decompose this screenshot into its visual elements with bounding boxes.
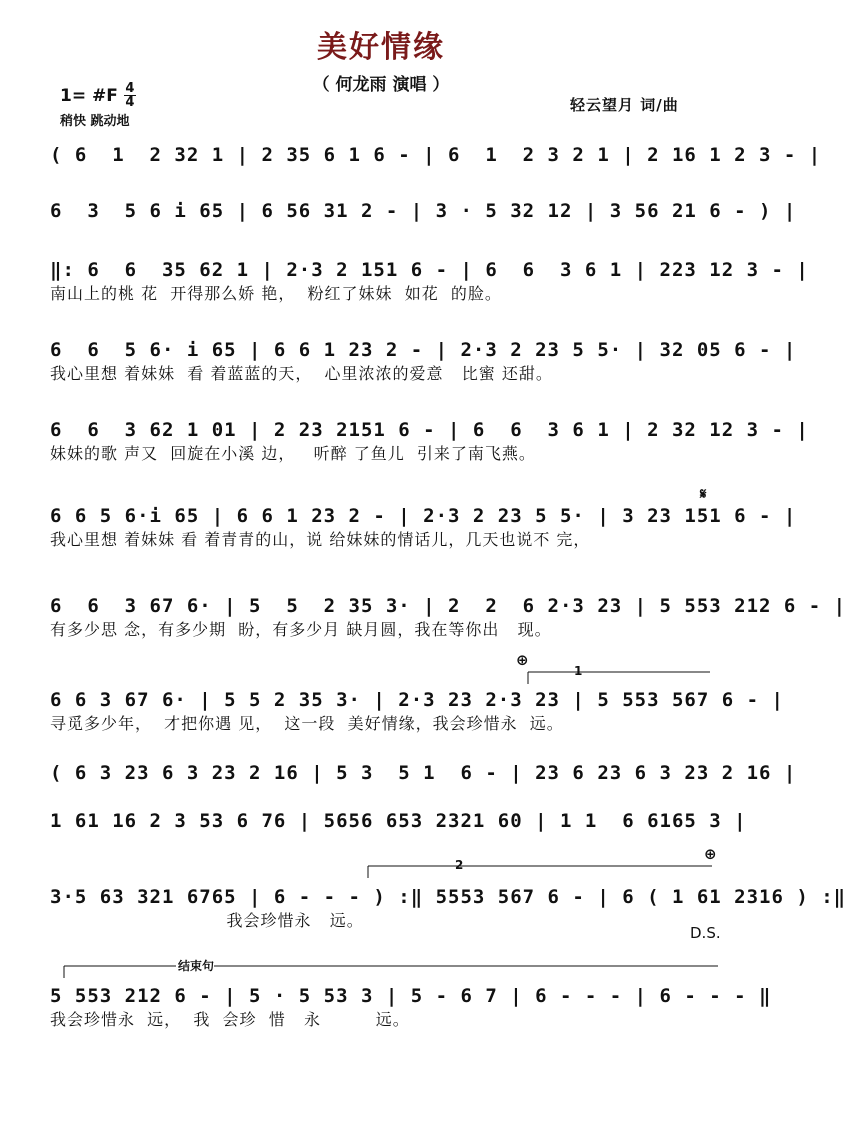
score-line-5 (50, 419, 809, 464)
notes: ‖: 6 6 35 62 1 | 2·3 2 151 6 - | 6 6 3 6 1 | 223 12 3 - | (50, 259, 809, 281)
notes: 5 553 212 6 - | 5 · 5 53 3 | 5 - 6 7 | 6 - - - | 6 - - - ‖ (50, 985, 772, 1007)
score-line-4 (50, 339, 797, 384)
score-line-3 (50, 259, 809, 304)
notes: 6 6 3 62 1 01 | 2 23 2151 6 - | 6 6 3 6 1 | 2 32 12 3 - | (50, 419, 809, 441)
time-signature (124, 82, 136, 109)
score-line-8 (50, 689, 784, 734)
score-line-1 (50, 144, 822, 166)
lyric: 我会珍惜永 远。 (50, 911, 364, 930)
lyric: 妹妹的歌 声又 回旋在小溪 边， 听醉 了鱼儿 引来了南飞燕。 (50, 444, 536, 463)
notes: 6 6 3 67 6· | 5 5 2 35 3· | 2 2 6 2·3 23 | 5 553 212 6 - | (50, 595, 846, 617)
coda-icon: ⊕ (704, 845, 717, 863)
volta-1-label: 1 (574, 664, 583, 678)
coda-icon: ⊕ (516, 651, 529, 669)
score-line-2 (50, 200, 797, 222)
score-line-10 (50, 810, 747, 832)
lyric: 南山上的桃 花 开得那么娇 艳， 粉红了妹妹 如花 的脸。 (50, 284, 502, 303)
notes: 6 6 3 67 6· | 5 5 2 35 3· | 2·3 23 2·3 23 | 5 553 567 6 - | (50, 689, 784, 711)
lyric: 寻觅多少年， 才把你遇 见， 这一段 美好情缘，我会珍惜永 远。 (50, 714, 564, 733)
notes: 6 6 5 6·i 65 | 6 6 1 23 2 - | 2·3 2 23 5 5· | 3 23 151 6 - | (50, 505, 797, 527)
score-line-6 (50, 505, 797, 550)
notes: ( 6 1 2 32 1 | 2 35 6 1 6 - | 6 1 2 3 2 1 | 2 16 1 2 3 - | (50, 144, 822, 166)
lyric: 我会珍惜永 远， 我 会珍 惜 永 远。 (50, 1010, 410, 1029)
notes: 6 6 5 6· i 65 | 6 6 1 23 2 - | 2·3 2 23 5 5· | 32 05 6 - | (50, 339, 797, 361)
lyric: 我心里想 着妹妹 看 着蓝蓝的天， 心里浓浓的爱意 比蜜 还甜。 (50, 364, 553, 383)
notes: 3·5 63 321 6765 | 6 - - - ) :‖ 5553 567 6 - | 6 ( 1 61 2316 ) :‖ (50, 886, 846, 908)
notes: 1 61 16 2 3 53 6 76 | 5656 653 2321 60 | 1 1 6 6165 3 | (50, 810, 747, 832)
lyric: 有多少思 念，有多少期 盼，有多少月 缺月圆，我在等你出 现。 (50, 620, 552, 639)
song-title: 美好情缘 (317, 30, 445, 65)
lyric: 我心里想 着妹妹 看 着青青的山，说 给妹妹的情话儿，几天也说不 完， (50, 530, 591, 549)
time-top: 4 (125, 81, 135, 96)
score-line-12 (50, 985, 772, 1030)
ending-label: 结束句 (178, 959, 215, 973)
author-credit: 轻云望月 词/曲 (570, 96, 679, 114)
score-line-7 (50, 595, 846, 640)
notes: 6 3 5 6 i 65 | 6 56 31 2 - | 3 · 5 32 12 | 3 56 21 6 - ) | (50, 200, 797, 222)
segno-icon: 𝄋 (700, 485, 707, 503)
key-text: 1= #F (60, 85, 118, 106)
tempo-marking: 稍快 跳动地 (60, 114, 130, 129)
time-bottom: 4 (125, 95, 135, 110)
score-line-9 (50, 762, 797, 784)
volta-2-label: 2 (455, 858, 464, 872)
ds-mark: D.S. (690, 924, 721, 942)
notes: ( 6 3 23 6 3 23 2 16 | 5 3 5 1 6 - | 23 6 23 6 3 23 2 16 | (50, 762, 797, 784)
score-line-11 (50, 886, 846, 931)
key-signature (60, 82, 136, 109)
singer-line: （ 何龙雨 演唱 ） (312, 75, 450, 95)
